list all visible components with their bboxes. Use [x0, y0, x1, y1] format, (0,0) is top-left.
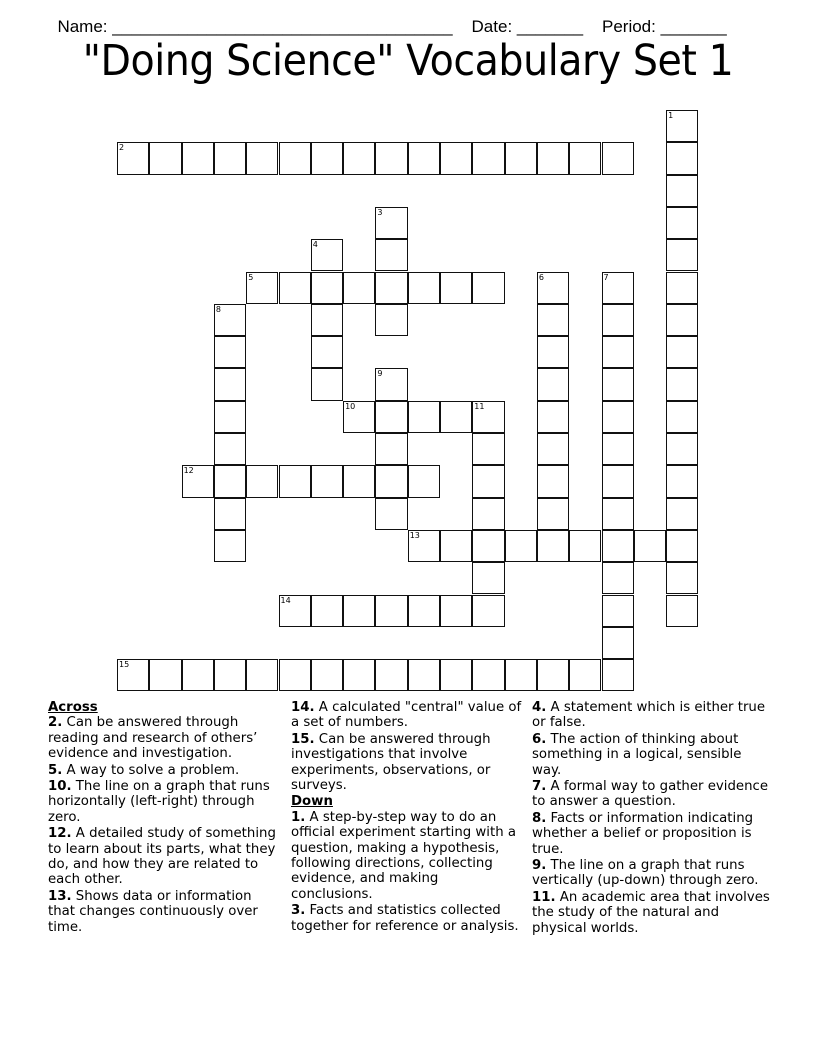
- clue-number: 8: [215, 304, 221, 314]
- grid-cell[interactable]: [666, 368, 698, 400]
- grid-cell[interactable]: [311, 465, 343, 497]
- grid-cell[interactable]: [666, 336, 698, 368]
- clue-number: 12: [183, 466, 194, 476]
- grid-cell[interactable]: [537, 401, 569, 433]
- grid-cell[interactable]: [602, 627, 634, 659]
- grid-cell[interactable]: [311, 304, 343, 336]
- grid-cell[interactable]: [375, 465, 407, 497]
- grid-cell[interactable]: [375, 207, 407, 239]
- grid-cell[interactable]: [666, 142, 698, 174]
- grid-cell[interactable]: [246, 142, 278, 174]
- down-heading: Down: [291, 794, 333, 810]
- clue-across-5: 5. A way to solve a problem.: [48, 762, 240, 778]
- grid-cell[interactable]: [440, 272, 472, 304]
- grid-cell[interactable]: [602, 401, 634, 433]
- grid-cell[interactable]: [602, 465, 634, 497]
- clue-across-12: 12. A detailed study of something to learn about its parts, what they do, and how they are related to each other.: [48, 826, 276, 888]
- grid-cell[interactable]: [472, 530, 504, 562]
- grid-cell[interactable]: [149, 659, 181, 691]
- clue-number: 7: [603, 272, 609, 282]
- grid-cell[interactable]: [214, 498, 246, 530]
- grid-cell[interactable]: [602, 595, 634, 627]
- grid-cell[interactable]: [472, 272, 504, 304]
- clue-down-7: 7. A formal way to gather evidence to answer a question.: [532, 779, 769, 810]
- grid-cell[interactable]: [408, 465, 440, 497]
- grid-cell[interactable]: [472, 465, 504, 497]
- grid-cell[interactable]: [537, 465, 569, 497]
- grid-cell[interactable]: [440, 401, 472, 433]
- grid-cell[interactable]: [343, 142, 375, 174]
- grid-cell[interactable]: [472, 433, 504, 465]
- grid-cell[interactable]: [279, 465, 311, 497]
- clue-across-2: 2. Can be answered through reading and research of others’ evidence and investigation.: [48, 715, 258, 762]
- grid-cell[interactable]: [505, 659, 537, 691]
- clue-number: 10: [345, 401, 356, 411]
- clue-number: 6: [538, 272, 544, 282]
- clue-down-11: 11. An academic area that involves the study of the natural and physical worlds.: [532, 889, 770, 936]
- grid-cell[interactable]: [214, 304, 246, 336]
- grid-cell[interactable]: [311, 272, 343, 304]
- grid-cell[interactable]: [472, 401, 504, 433]
- grid-cell[interactable]: [214, 659, 246, 691]
- grid-cell[interactable]: [602, 272, 634, 304]
- grid-cell[interactable]: [537, 142, 569, 174]
- grid-cell[interactable]: [214, 465, 246, 497]
- grid-cell[interactable]: [602, 336, 634, 368]
- grid-cell[interactable]: [602, 659, 634, 691]
- grid-cell[interactable]: [311, 595, 343, 627]
- grid-cell[interactable]: [214, 336, 246, 368]
- grid-cell[interactable]: [472, 562, 504, 594]
- grid-cell[interactable]: [375, 659, 407, 691]
- grid-cell[interactable]: [214, 401, 246, 433]
- grid-cell[interactable]: [505, 530, 537, 562]
- period-field[interactable]: Period: _______: [601, 17, 727, 36]
- grid-cell[interactable]: [666, 175, 698, 207]
- grid-cell[interactable]: [311, 142, 343, 174]
- grid-cell[interactable]: [537, 530, 569, 562]
- grid-cell[interactable]: [666, 530, 698, 562]
- grid-cell[interactable]: [311, 368, 343, 400]
- grid-cell[interactable]: [666, 465, 698, 497]
- grid-cell[interactable]: [311, 336, 343, 368]
- grid-cell[interactable]: [440, 659, 472, 691]
- grid-cell[interactable]: [472, 142, 504, 174]
- grid-cell[interactable]: [602, 142, 634, 174]
- grid-cell[interactable]: [214, 368, 246, 400]
- grid-cell[interactable]: [537, 368, 569, 400]
- grid-cell[interactable]: [505, 142, 537, 174]
- clue-number: 4: [312, 240, 318, 250]
- grid-cell[interactable]: [408, 659, 440, 691]
- clue-number: 5: [248, 272, 254, 282]
- clue-number: 3: [377, 207, 383, 217]
- grid-cell[interactable]: [666, 595, 698, 627]
- clues-column-2: [291, 700, 523, 935]
- grid-cell[interactable]: [375, 368, 407, 400]
- grid-cell[interactable]: [214, 142, 246, 174]
- clue-across-14: 14. A calculated "central" value of a set of numbers.: [291, 700, 522, 731]
- grid-cell[interactable]: [666, 239, 698, 271]
- grid-cell[interactable]: [666, 304, 698, 336]
- grid-cell[interactable]: [602, 562, 634, 594]
- grid-cell[interactable]: [246, 465, 278, 497]
- clue-number: 14: [280, 595, 291, 605]
- grid-cell[interactable]: [182, 465, 214, 497]
- clue-number: 2: [119, 143, 125, 153]
- grid-cell[interactable]: [666, 401, 698, 433]
- grid-cell[interactable]: [375, 239, 407, 271]
- grid-cell[interactable]: [343, 465, 375, 497]
- date-field[interactable]: Date: _______: [471, 17, 584, 36]
- grid-cell[interactable]: [343, 272, 375, 304]
- grid-cell[interactable]: [602, 433, 634, 465]
- grid-cell[interactable]: [375, 595, 407, 627]
- grid-cell[interactable]: [602, 530, 634, 562]
- grid-cell[interactable]: [182, 659, 214, 691]
- grid-cell[interactable]: [408, 272, 440, 304]
- grid-cell[interactable]: [408, 142, 440, 174]
- grid-cell[interactable]: [408, 595, 440, 627]
- grid-cell[interactable]: [537, 498, 569, 530]
- grid-cell[interactable]: [666, 562, 698, 594]
- grid-cell[interactable]: [375, 304, 407, 336]
- grid-cell[interactable]: [246, 659, 278, 691]
- grid-cell[interactable]: [537, 336, 569, 368]
- grid-cell[interactable]: [214, 530, 246, 562]
- clue-down-9: 9. The line on a graph that runs vertically (up-down) through zero.: [532, 858, 759, 889]
- grid-cell[interactable]: [117, 659, 149, 691]
- grid-cell[interactable]: [666, 272, 698, 304]
- grid-cell[interactable]: [343, 595, 375, 627]
- grid-cell[interactable]: [472, 595, 504, 627]
- grid-cell[interactable]: [279, 595, 311, 627]
- grid-cell[interactable]: [182, 142, 214, 174]
- grid-cell[interactable]: [602, 304, 634, 336]
- grid-cell[interactable]: [666, 433, 698, 465]
- grid-cell[interactable]: [408, 530, 440, 562]
- across-heading: Across: [48, 700, 98, 715]
- grid-cell[interactable]: [569, 659, 601, 691]
- clue-across-15: 15. Can be answered through investigations that involve experiments, observations, or surveys.: [291, 731, 491, 794]
- grid-cell[interactable]: [311, 659, 343, 691]
- clue-across-10: 10. The line on a graph that runs horizontally (left-right) through zero.: [48, 779, 270, 825]
- grid-cell[interactable]: [246, 272, 278, 304]
- clues-column-1: [48, 700, 276, 936]
- grid-cell[interactable]: [117, 142, 149, 174]
- grid-cell[interactable]: [214, 433, 246, 465]
- grid-cell[interactable]: [666, 498, 698, 530]
- clue-down-3: 3. Facts and statistics collected together for reference or analysis.: [291, 903, 519, 934]
- grid-cell[interactable]: [634, 530, 666, 562]
- page-title: "Doing Science" Vocabulary Set 1: [82, 36, 734, 86]
- grid-cell[interactable]: [149, 142, 181, 174]
- grid-cell[interactable]: [440, 530, 472, 562]
- grid-cell[interactable]: [375, 401, 407, 433]
- grid-cell[interactable]: [440, 142, 472, 174]
- name-field[interactable]: Name: ____________________________________: [57, 17, 453, 36]
- grid-cell[interactable]: [279, 659, 311, 691]
- clue-number: 1: [668, 111, 674, 120]
- clue-down-8: 8. Facts or information indicating whether a belief or proposition is true.: [532, 810, 754, 857]
- clue-down-1: 1. A step-by-step way to do an official experiment starting with a question, making a hypothesis, following directions, collecting evidence, and making conclusions.: [291, 809, 517, 902]
- grid-cell[interactable]: [569, 142, 601, 174]
- clue-number: 13: [409, 530, 420, 540]
- grid-cell[interactable]: [666, 207, 698, 239]
- grid-cell[interactable]: [602, 498, 634, 530]
- grid-cell[interactable]: [375, 142, 407, 174]
- grid-cell[interactable]: [440, 595, 472, 627]
- clue-across-13: 13. Shows data or information that changes continuously over time.: [48, 888, 258, 935]
- grid-cell[interactable]: [666, 110, 698, 142]
- grid-cell[interactable]: [537, 304, 569, 336]
- grid-cell[interactable]: [602, 368, 634, 400]
- grid-cell[interactable]: [537, 433, 569, 465]
- header-fields: [48, 0, 727, 37]
- grid-cell[interactable]: [537, 272, 569, 304]
- grid-cell[interactable]: [375, 272, 407, 304]
- grid-cell[interactable]: [569, 530, 601, 562]
- crossword-grid: [117, 110, 699, 692]
- clue-down-4: 4. A statement which is either true or false.: [532, 700, 766, 731]
- clue-down-6: 6. The action of thinking about something in a logical, sensible way.: [532, 731, 742, 778]
- grid-cell[interactable]: [375, 433, 407, 465]
- clue-number: 9: [377, 369, 383, 379]
- grid-cell[interactable]: [279, 272, 311, 304]
- grid-cell[interactable]: [279, 142, 311, 174]
- clue-number: 11: [474, 401, 485, 411]
- clues-column-3: [532, 700, 772, 937]
- grid-cell[interactable]: [311, 239, 343, 271]
- grid-cell[interactable]: [343, 659, 375, 691]
- grid-cell[interactable]: [343, 401, 375, 433]
- grid-cell[interactable]: [537, 659, 569, 691]
- grid-cell[interactable]: [472, 659, 504, 691]
- clue-number: 15: [119, 660, 130, 670]
- grid-cell[interactable]: [375, 498, 407, 530]
- grid-cell[interactable]: [408, 401, 440, 433]
- grid-cell[interactable]: [472, 498, 504, 530]
